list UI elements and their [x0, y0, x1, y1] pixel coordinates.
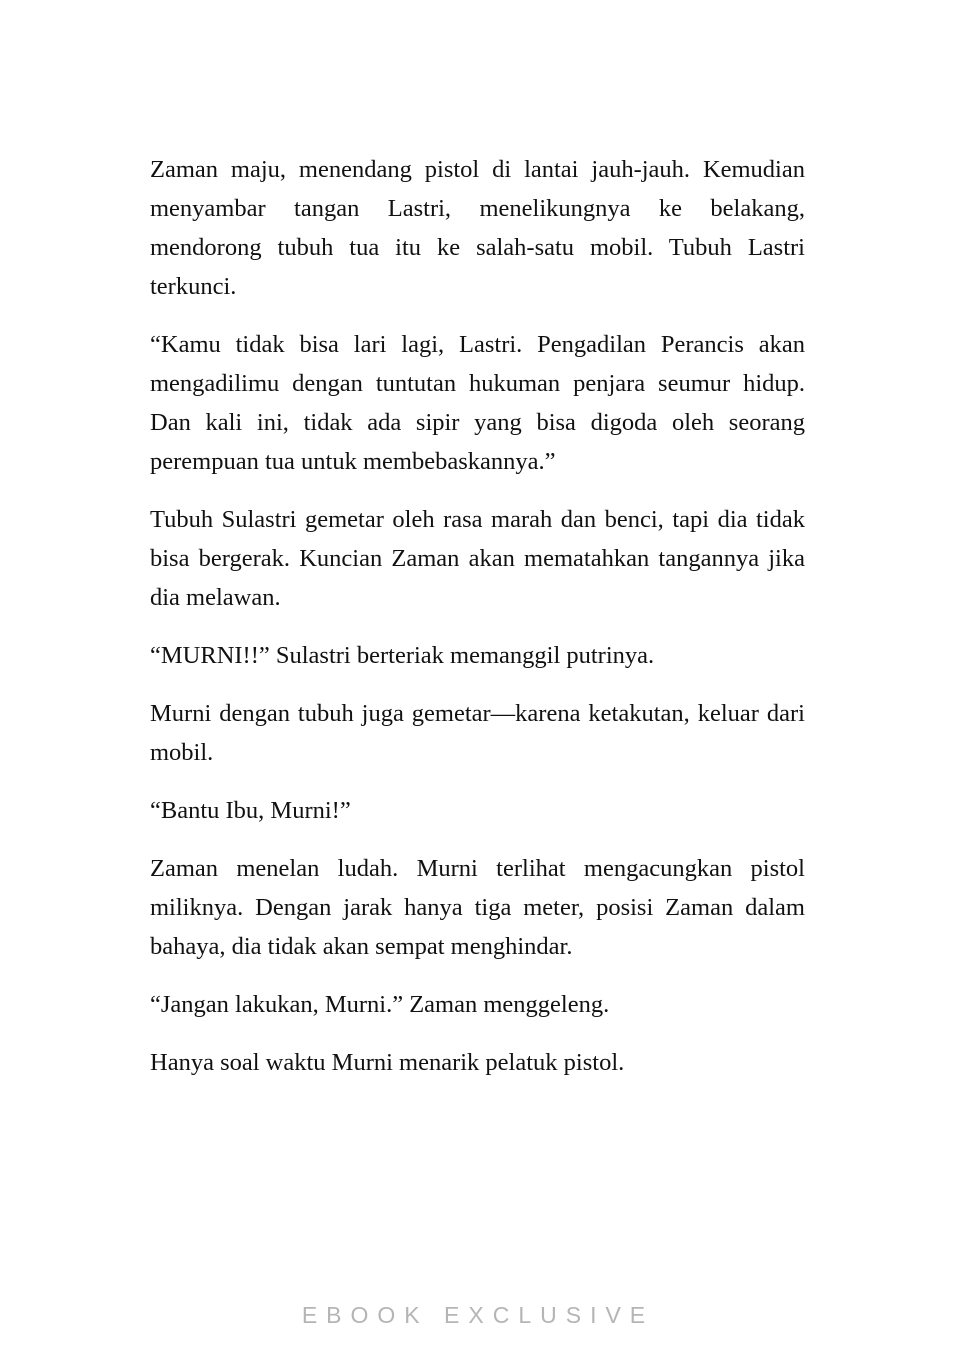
ebook-exclusive-footer: EBOOK EXCLUSIVE [301, 1302, 655, 1328]
paragraph-7: Zaman menelan ludah. Murni terlihat mengacungkan pistol miliknya. Dengan jarak hanya tiga meter, posisi Zaman dalam bahaya, dia tidak akan sempat menghindar. [150, 855, 805, 960]
paragraph-9: Hanya soal waktu Murni menarik pelatuk pistol. [150, 1049, 625, 1076]
paragraph-5: Murni dengan tubuh juga gemetar—karena ketakutan, keluar dari mobil. [150, 700, 805, 766]
paragraph-4: “MURNI!!” Sulastri berteriak memanggil putrinya. [150, 642, 655, 669]
paragraph-1: Zaman maju, menendang pistol di lantai jauh-jauh. Kemudian menyambar tangan Lastri, menelikungnya ke belakang, mendorong tubuh tua itu ke salah-satu mobil. Tubuh Lastri terkunci. [150, 156, 805, 300]
paragraph-8: “Jangan lakukan, Murni.” Zaman menggeleng. [150, 991, 610, 1018]
page-body [150, 150, 805, 1101]
paragraph-2: “Kamu tidak bisa lari lagi, Lastri. Pengadilan Perancis akan mengadilimu dengan tuntutan hukuman penjara seumur hidup. Dan kali ini, tidak ada sipir yang bisa digoda oleh seorang perempuan tua untuk membebaskannya.” [150, 331, 805, 475]
paragraph-6: “Bantu Ibu, Murni!” [150, 797, 351, 824]
paragraph-3: Tubuh Sulastri gemetar oleh rasa marah dan benci, tapi dia tidak bisa bergerak. Kuncian Zaman akan mematahkan tangannya jika dia melawan. [150, 506, 805, 611]
